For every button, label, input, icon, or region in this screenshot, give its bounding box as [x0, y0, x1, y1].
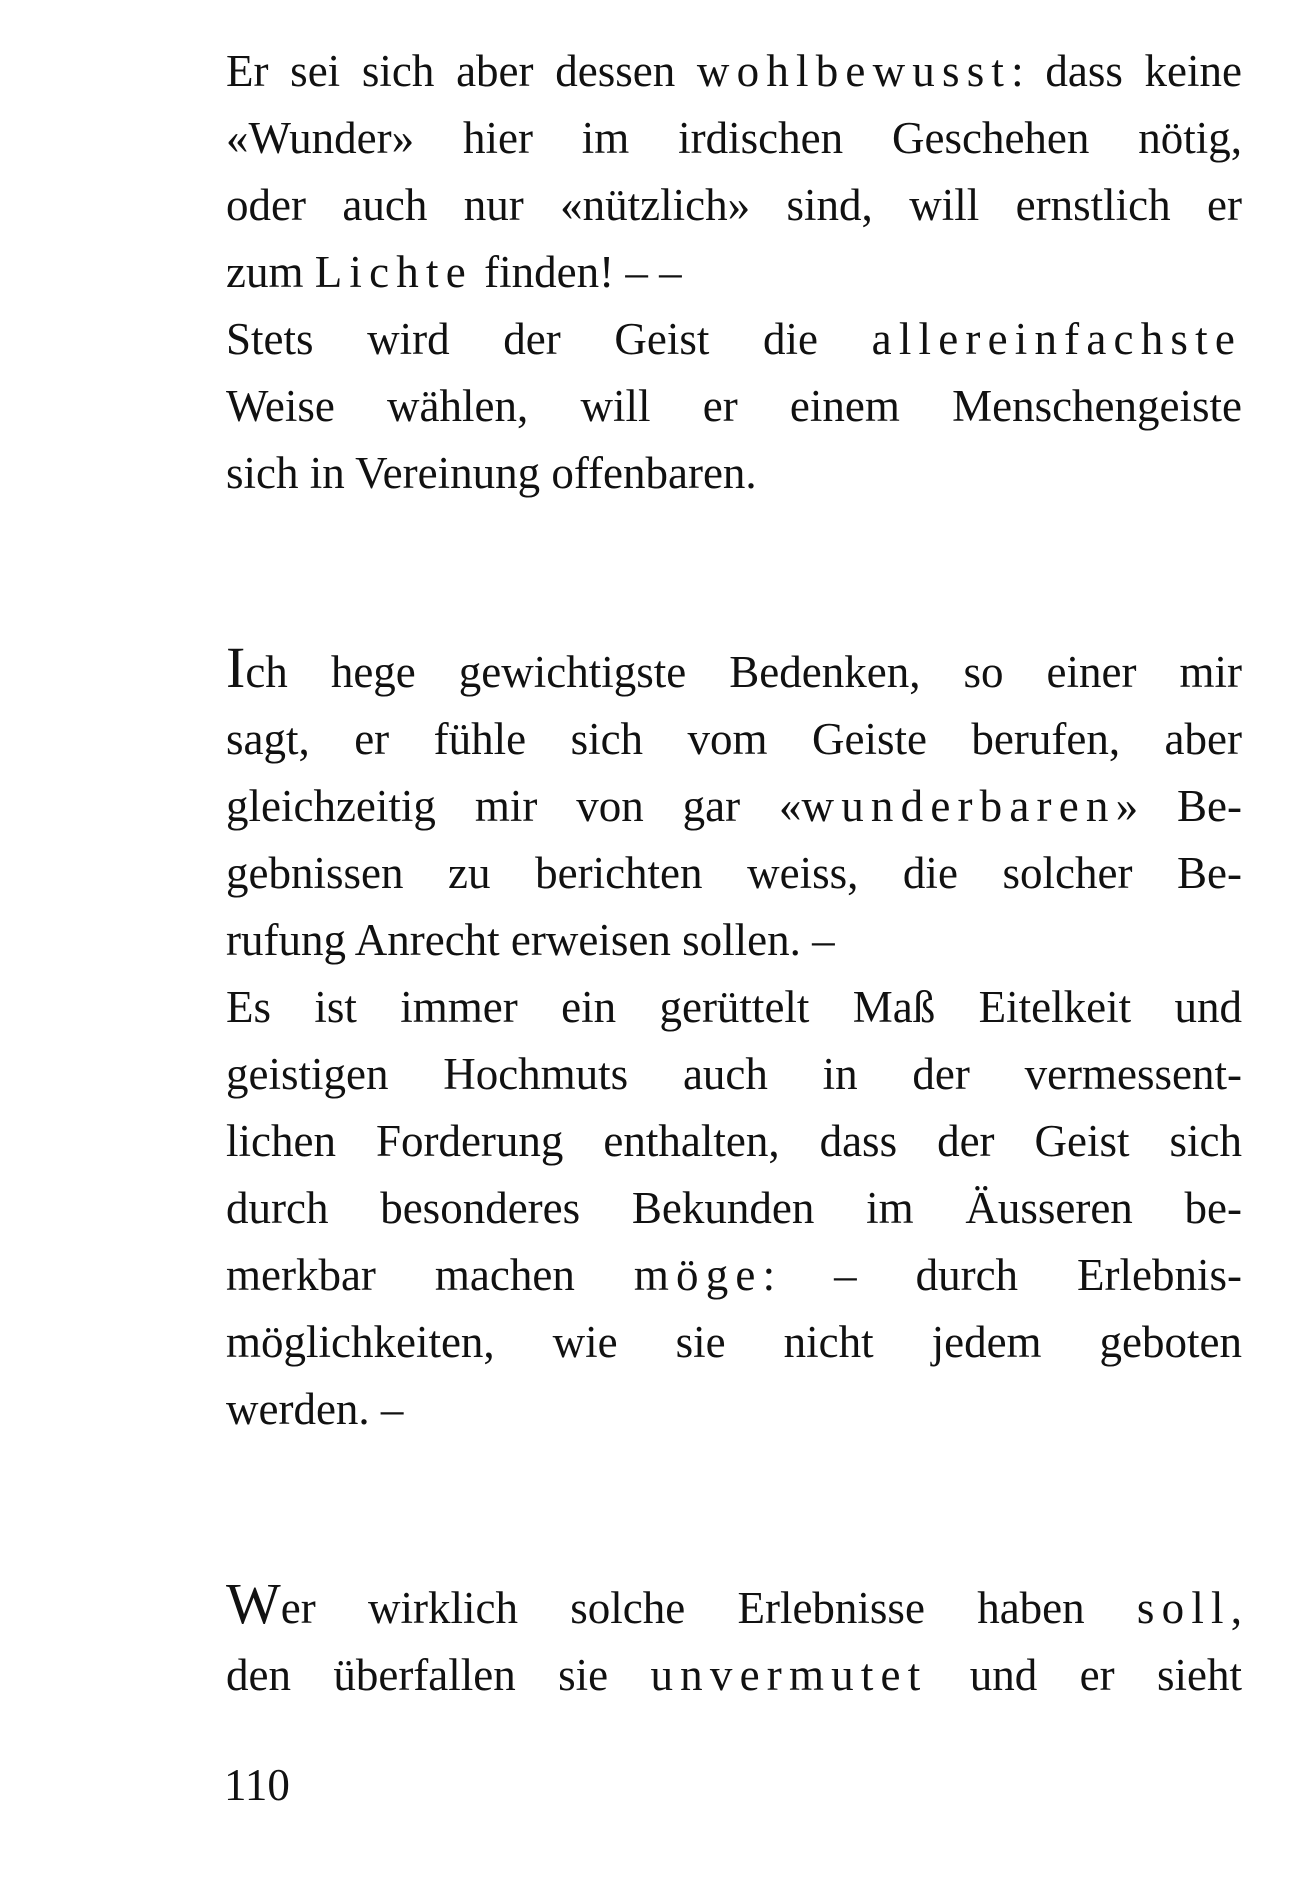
text-segment: Es ist immer ein gerüttelt Maß Eitelkeit und: [226, 982, 1242, 1032]
text-line: [226, 1108, 1242, 1175]
text-line: [226, 373, 1242, 440]
page-body: [226, 38, 1242, 1709]
text-segment: rufung Anrecht erweisen sollen. –: [226, 915, 835, 965]
text-segment: werden. –: [226, 1384, 404, 1434]
text-segment: sich in Vereinung offenbaren.: [226, 448, 757, 498]
text-segment: oder auch nur «nützlich» sind, will ernstlich er: [226, 180, 1242, 230]
initial-letter: I: [226, 635, 246, 700]
text-line: [226, 440, 1242, 507]
text-segment: er wirklich solche Erlebnisse haben: [280, 1583, 1137, 1633]
text-line: [226, 1041, 1242, 1108]
text-segment: » Be-: [1115, 781, 1242, 831]
page-number: 110: [224, 1760, 290, 1810]
text-segment: durch besonderes Bekunden im Äusseren be-: [226, 1183, 1242, 1233]
spaced-emphasis: möge: [633, 1250, 763, 1300]
text-segment: finden! – –: [472, 247, 682, 297]
spaced-emphasis: soll: [1136, 1583, 1231, 1633]
text-segment: gleichzeitig mir von gar «: [226, 781, 802, 831]
text-line: [226, 105, 1242, 172]
text-line: [226, 1571, 1242, 1642]
text-segment: ch hege gewichtigste Bedenken, so einer mir: [245, 647, 1242, 697]
text-line: [226, 1175, 1242, 1242]
text-segment: Stets wird der Geist die: [226, 314, 872, 364]
paragraph-gap: [226, 1443, 1242, 1575]
text-segment: möglichkeiten, wie sie nicht jedem geboten: [226, 1317, 1242, 1367]
text-line: [226, 1642, 1242, 1709]
spaced-emphasis: wohlbewusst: [696, 46, 1012, 96]
spaced-emphasis: unvermutet: [650, 1650, 928, 1700]
text-segment: gebnissen zu berichten weiss, die solcher Be-: [226, 848, 1242, 898]
text-segment: und er sieht: [927, 1650, 1243, 1700]
paragraph: [226, 635, 1242, 1443]
text-line: [226, 706, 1242, 773]
text-line: [226, 239, 1242, 306]
text-segment: zum: [226, 247, 315, 297]
paragraph-gap: [226, 507, 1242, 639]
text-line: [226, 1309, 1242, 1376]
text-segment: geistigen Hochmuts auch in der vermessent-: [226, 1049, 1242, 1099]
text-segment: «Wunder» hier im irdischen Geschehen nötig,: [226, 113, 1242, 163]
text-segment: sagt, er fühle sich vom Geiste berufen, aber: [226, 714, 1242, 764]
text-line: [226, 974, 1242, 1041]
paragraph: [226, 38, 1242, 507]
text-segment: den überfallen sie: [226, 1650, 651, 1700]
text-segment: merkbar machen: [226, 1250, 634, 1300]
text-segment: : dass keine: [1011, 46, 1242, 96]
spaced-emphasis: Lichte: [314, 247, 473, 297]
text-line: [226, 306, 1242, 373]
text-line: [226, 773, 1242, 840]
initial-letter: W: [226, 1571, 281, 1636]
text-line: [226, 1376, 1242, 1443]
text-line: [226, 635, 1242, 706]
text-line: [226, 907, 1242, 974]
text-segment: : – durch Erlebnis-: [762, 1250, 1242, 1300]
text-segment: Er sei sich aber dessen: [226, 46, 697, 96]
text-line: [226, 38, 1242, 105]
text-segment: lichen Forderung enthalten, dass der Geist sich: [226, 1116, 1242, 1166]
text-line: [226, 172, 1242, 239]
paragraph: [226, 1571, 1243, 1709]
spaced-emphasis: allereinfachste: [871, 314, 1242, 364]
text-segment: Weise wählen, will er einem Menschengeiste: [226, 381, 1242, 431]
spaced-emphasis: wunderbaren: [801, 781, 1116, 831]
text-line: [226, 1242, 1242, 1309]
text-line: [226, 840, 1242, 907]
text-segment: ,: [1230, 1583, 1242, 1633]
